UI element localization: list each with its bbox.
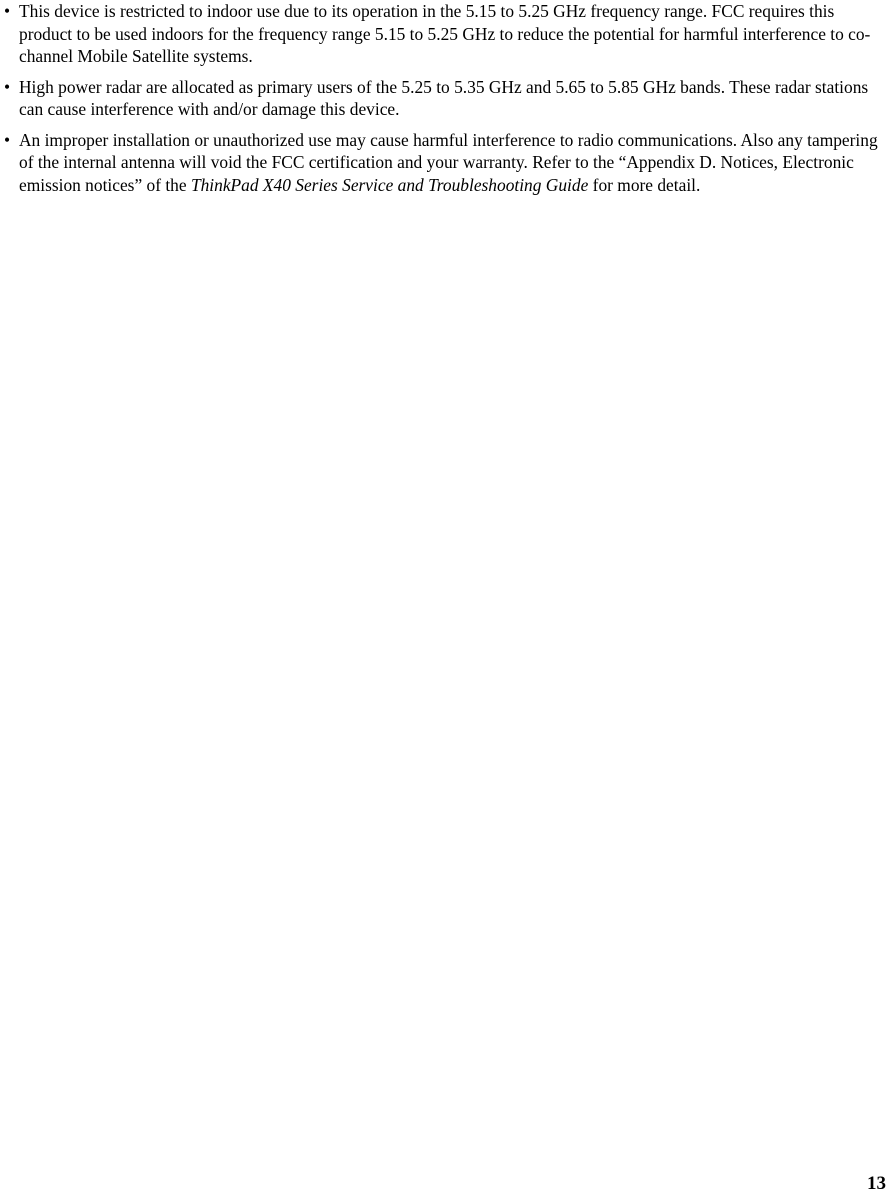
bullet-icon: • <box>3 1 11 21</box>
guide-title: ThinkPad X40 Series Service and Troubleshooting Guide <box>190 174 589 195</box>
list-item <box>0 76 886 121</box>
list-item <box>0 0 886 68</box>
list-item-text <box>19 130 878 195</box>
page-number: 13 <box>867 1173 886 1194</box>
bullet-list <box>0 0 886 204</box>
list-item-text: High power radar are allocated as primary users of the 5.25 to 5.35 GHz and 5.65 to 5.85 GHz bands. These radar stations can cause interference with and/or damage this device. <box>19 76 869 119</box>
list-item-text-after: for more detail. <box>588 174 701 195</box>
list-item <box>0 129 886 197</box>
list-item-text: This device is restricted to indoor use due to its operation in the 5.15 to 5.25 GHz frequency range. FCC requires this product to be used indoors for the frequency range 5.15 to 5.25 GHz to reduce the potential for harmful interference to co-channel Mobile Satellite systems. <box>19 1 871 66</box>
bullet-icon: • <box>3 129 11 150</box>
list-item-text-before: An improper installation or unauthorized use may cause harmful interference to radio communications. Also any tampering of the internal antenna will void the FCC certification and your warranty. Refer to the “Appendix D. Notices, Electronic emission notices” of the <box>19 129 878 195</box>
bullet-icon: • <box>3 76 11 97</box>
